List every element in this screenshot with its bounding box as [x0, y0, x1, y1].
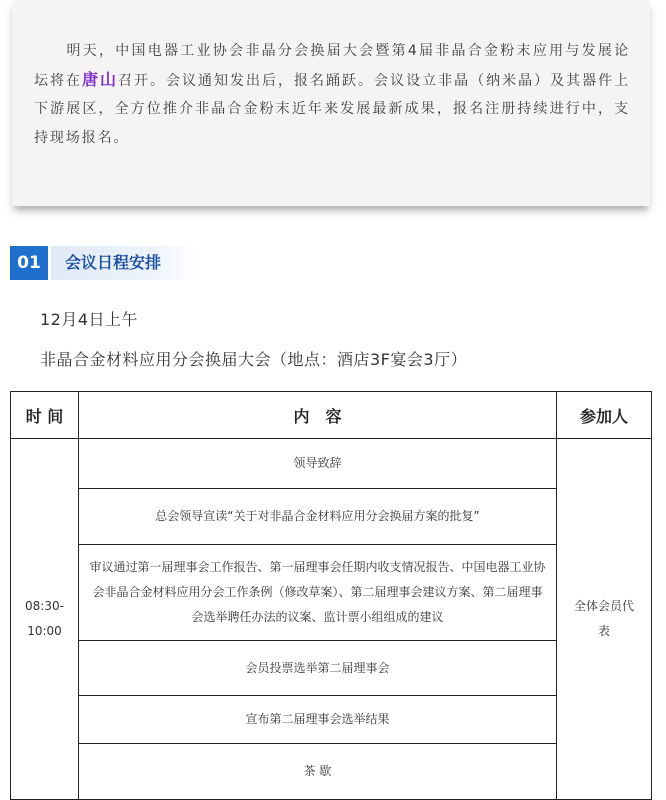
- time-end: 10:00: [27, 624, 62, 638]
- section-number: 01: [10, 246, 48, 280]
- header-time: 时 间: [11, 392, 79, 439]
- header-participants: 参加人: [557, 392, 652, 439]
- participants-line: 全体会员代: [573, 599, 634, 613]
- intro-paragraph: [34, 37, 630, 152]
- participants-line: 表: [597, 624, 610, 638]
- schedule-table: [10, 391, 652, 800]
- schedule-date: 12月4日上午: [40, 310, 139, 329]
- time-cell: [11, 439, 79, 800]
- agenda-item: 总会领导宣读“关于对非晶合金材料应用分会换届方案的批复”: [79, 489, 557, 545]
- table-row: [11, 439, 652, 489]
- header-content: 内 容: [79, 392, 557, 439]
- section-header: [10, 246, 210, 280]
- section-title: 会议日程安排: [51, 246, 199, 280]
- table-row: [11, 744, 652, 800]
- table-row: [11, 489, 652, 545]
- table-row: [11, 641, 652, 696]
- agenda-item: 领导致辞: [79, 439, 557, 489]
- agenda-item: 审议通过第一届理事会工作报告、第一届理事会任期内收支情况报告、中国电器工业协会非晶合金材料应用分会工作条例（修改草案）、第二届理事会建议方案、第二届理事会选举聘任办法的议案、监计票小组组成的建议: [79, 545, 557, 641]
- intro-box: [12, 0, 650, 206]
- agenda-item: 茶 歇: [79, 744, 557, 800]
- city-highlight: 唐山: [82, 69, 119, 89]
- table-row: [11, 545, 652, 641]
- time-start: 08:30-: [25, 599, 64, 613]
- intro-text-after: 召开。会议通知发出后，报名踊跃。会议设立非晶（纳米晶）及其器件上下游展区，全方位推介非晶合金粉末近年来发展最新成果，报名注册持续进行中，支持现场报名。: [34, 72, 630, 146]
- schedule-venue: 非晶合金材料应用分会换届大会（地点：酒店3F宴会3厅）: [40, 350, 468, 369]
- agenda-item: 宣布第二届理事会选举结果: [79, 696, 557, 744]
- table-header-row: [11, 392, 652, 439]
- intro-text-before: 明天，中国电器工业协会非晶分会换届大会暨第4届非晶合金粉末应用与发展论坛将在: [34, 43, 630, 89]
- agenda-item: 会员投票选举第二届理事会: [79, 641, 557, 696]
- table-row: [11, 696, 652, 744]
- participants-cell: [557, 439, 652, 800]
